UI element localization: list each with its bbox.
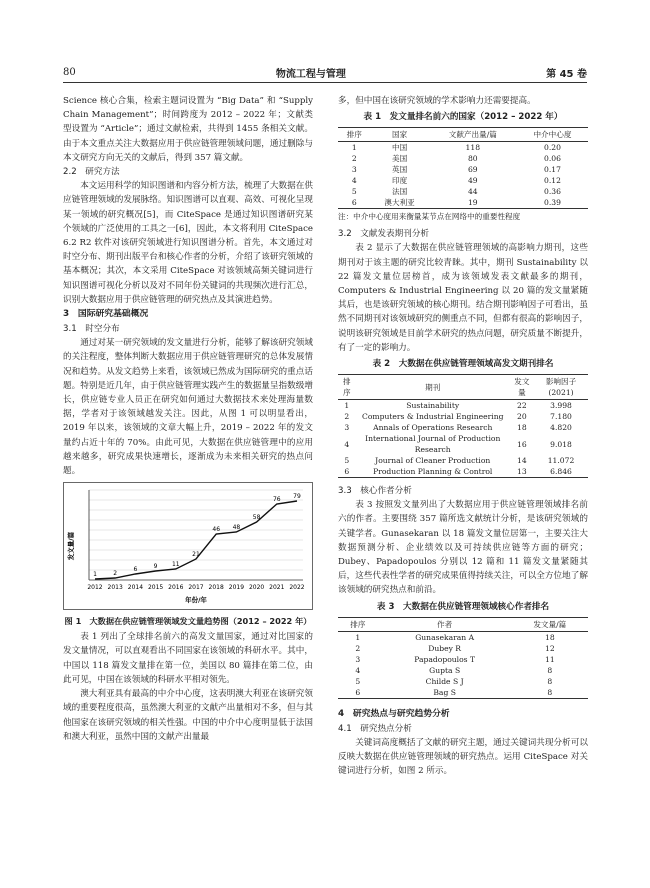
header-rule — [63, 82, 587, 83]
section-3-1-heading: 3.1 时空分布 — [63, 324, 120, 335]
table-header: 影响因子(2021) — [534, 375, 588, 400]
table-row — [338, 433, 588, 455]
volume-label: 第 45 卷 — [546, 68, 587, 80]
journal-title: 物流工程与管理 — [275, 68, 346, 80]
table-2 — [338, 374, 588, 478]
x-tick-label: 2021 — [269, 584, 285, 592]
table-row — [338, 197, 588, 209]
x-tick-label: 2014 — [127, 584, 144, 592]
table-cell: 0.36 — [544, 187, 561, 197]
table-header: 排序 — [338, 617, 378, 631]
table-row — [338, 643, 588, 654]
table-row — [338, 164, 588, 175]
table-row — [338, 466, 588, 478]
table-cell: 6.846 — [534, 466, 588, 478]
table-cell: 80 — [467, 154, 478, 164]
table-cell: 美国 — [391, 154, 408, 164]
table-row — [338, 422, 588, 433]
right-column — [338, 94, 588, 778]
table-cell: Gupta S — [429, 665, 461, 675]
journal-paragraph: 表 2 显示了大数据在供应链管理领域的高影响力期刊，这些期刊对于该主题的研究比较青睐。其中，期刊 Sustainability 以 22 篇发文量位居榜首，成为该领域发表文献最多的期刊，Computers & Industrial Engineering 以 20 篇的发文量紧随其后，也是该研究领域的核心期刊。结合期刊影响因子可看出，虽然不同期刊对该领域研究的侧重点不同，但都有很高的影响因子，说明该研究领域是目前学术研究的热点问题，研究质量不断提升，有了一定的影响力。 — [338, 243, 588, 353]
table-row — [338, 654, 588, 665]
table-cell: 1 — [351, 143, 357, 153]
table-cell: 11.072 — [547, 456, 575, 466]
table-cell: 0.20 — [544, 143, 561, 153]
table-cell: 0.39 — [517, 197, 588, 209]
line-chart-svg — [63, 482, 313, 610]
table-cell: 12 — [544, 643, 555, 653]
table-cell: 法国 — [391, 187, 408, 197]
time-paragraph: 通过对某一研究领域的发文量进行分析，能够了解该研究领域的关注程度，整体判断大数据应用于供应链管理研究的总体发展情况和趋势。从发文趋势上来看，该领域已然成为国际研究的重点话题。特别是近几年，由于供应链管理实践产生的数据量呈指数级增长，供应链专业人员正在研究如何通过大数据技术来处理海量数据，学者对于该领域越发关注。因此，从图 1 可以明显看出，2019 年以来，该领域的文章大幅上升，2019 – 2022 年的发文量约占近十年的 70%。由此可见，大数据在供应链管理中的应用越来越多，研究成果快速增长，逐渐成为未来相关研究的热点问题。 — [63, 338, 313, 477]
table-3-caption: 表 3 大数据在供应链管理领域核心作者排名 — [376, 601, 550, 612]
table-row — [338, 186, 588, 197]
continuation-paragraph: 多，但中国在该研究领域的学术影响力还需要提高。 — [338, 96, 536, 106]
table-cell: 118 — [465, 143, 481, 153]
table-row — [338, 687, 588, 699]
table-cell: 4 — [344, 439, 350, 449]
y-axis-label: 发文量/篇 — [67, 532, 75, 561]
table-row — [338, 665, 588, 676]
table-header: 期刊 — [356, 375, 510, 400]
table-3 — [338, 617, 588, 699]
table-2-caption: 表 2 大数据在供应链管理领域高发文期刊排名 — [372, 359, 554, 370]
table-cell: 2 — [351, 154, 357, 164]
table-cell: Production Planning & Control — [356, 466, 510, 478]
table-cell: 19 — [429, 197, 517, 209]
figure-1-caption: 图 1 大数据在供应链管理领域发文量趋势图（2012 – 2022 年） — [64, 616, 312, 627]
page-number: 80 — [63, 66, 76, 78]
table-1-caption: 表 1 发文量排名前六的国家（2012 – 2022 年） — [363, 112, 563, 123]
table-cell: 英国 — [391, 165, 408, 175]
table-cell: 澳大利亚 — [370, 197, 428, 209]
data-label: 1 — [93, 571, 97, 579]
left-column — [63, 94, 313, 744]
x-axis-label: 年份/年 — [185, 596, 207, 605]
figure-1-chart — [63, 482, 313, 610]
table-cell: Journal of Cleaner Production — [375, 456, 491, 466]
data-label: 9 — [153, 563, 158, 571]
table-cell: 3.998 — [550, 401, 572, 411]
table-cell: 44 — [467, 187, 478, 197]
table-row — [338, 455, 588, 466]
hotspot-paragraph: 关键词高度概括了文献的研究主题，通过关键词共现分析可以反映大数据在供应链管理领域的研究热点。运用 CiteSpace 对关键词进行分析，如图 2 所示。 — [338, 737, 588, 777]
table-cell: 2 — [344, 412, 350, 422]
table-cell: 14 — [517, 456, 527, 466]
table-header: 发文量 — [510, 375, 534, 400]
table-row — [338, 142, 588, 154]
table-cell: 5 — [351, 187, 357, 197]
table-cell: 22 — [517, 401, 527, 411]
data-label: 46 — [212, 526, 221, 534]
table-row — [338, 153, 588, 164]
section-3-heading: 3 国际研究基础概况 — [63, 309, 149, 320]
x-tick-label: 2019 — [228, 584, 245, 592]
data-label: 48 — [232, 524, 241, 532]
table-cell: 中国 — [391, 143, 408, 153]
page-header — [63, 64, 587, 80]
table-cell: 69 — [467, 165, 478, 175]
section-3-2-heading: 3.2 文献发表期刊分析 — [338, 229, 430, 240]
table-cell: 1 — [344, 401, 350, 411]
table-cell: 7.180 — [550, 412, 572, 422]
table-cell: 5 — [355, 676, 361, 686]
table-header: 文献产出量/篇 — [429, 128, 517, 142]
table-cell: 3 — [351, 165, 357, 175]
table-cell: Sustainability — [406, 401, 460, 411]
data-label: 11 — [171, 561, 180, 569]
table-cell: Childe S J — [425, 676, 464, 686]
section-2-2-heading: 2.2 研究方法 — [63, 167, 120, 178]
x-tick-label: 2018 — [208, 584, 224, 592]
section-3-3-heading: 3.3 核心作者分析 — [338, 486, 412, 497]
table-header: 作者 — [378, 617, 512, 631]
table-header: 排序 — [338, 375, 356, 400]
data-label: 21 — [192, 551, 200, 559]
table-cell: 6 — [338, 687, 378, 699]
table-header: 排序 — [338, 128, 370, 142]
table-cell: 0.06 — [544, 154, 561, 164]
table-row — [338, 400, 588, 412]
table-cell: 4 — [351, 176, 357, 186]
table-cell: 6 — [338, 197, 370, 209]
table-cell: Dubey R — [428, 643, 462, 653]
table-cell: 9.018 — [550, 439, 572, 449]
table-cell: 6 — [338, 466, 356, 478]
intro-paragraph: Science 核心合集，检索主题词设置为 “Big Data” 和 “Supply Chain Management”；时间跨度为 2012 – 2022 年；文献类型设置为 “Article”；通过文献检索，共得到 1455 条相关文献。由于本文重点关注大数据应用于供应链管理领域问题，通过删除与本文研究方向无关的文献后，得到 357 篇文献。 — [63, 96, 313, 163]
table-cell: Computers & Industrial Engineering — [362, 412, 504, 422]
table-cell: 18 — [544, 632, 555, 642]
x-tick-label: 2017 — [188, 584, 204, 592]
table-row — [338, 411, 588, 422]
table-cell: 1 — [355, 632, 361, 642]
x-tick-label: 2016 — [168, 584, 184, 592]
table-cell: 11 — [544, 654, 555, 664]
table-cell: 0.12 — [544, 176, 561, 186]
x-tick-label: 2012 — [87, 584, 103, 592]
table-cell: 印度 — [391, 176, 408, 186]
australia-paragraph: 澳大利亚具有最高的中介中心度，这表明澳大利亚在该研究领域的重要程度很高，虽然澳大利亚的文献产出量相对不多，但与其他国家在该研究领域的相关性强。中国的中介中心度明显低于法国和澳大利亚，虽然中国的文献产出量最 — [63, 689, 313, 742]
data-label: 76 — [272, 496, 281, 504]
table-1 — [338, 127, 588, 209]
table-header: 中介中心度 — [517, 128, 588, 142]
table-row — [338, 631, 588, 643]
data-label: 2 — [113, 570, 118, 578]
table-cell: Papadopoulos T — [414, 654, 476, 664]
data-label: 58 — [252, 514, 261, 522]
table-cell: 13 — [510, 466, 534, 478]
table-cell: 3 — [344, 423, 350, 433]
table-header: 国家 — [370, 128, 428, 142]
table-cell: 0.17 — [544, 165, 561, 175]
table-1-note: 注：中介中心度用来衡量某节点在网络中的重要性程度 — [338, 212, 521, 222]
data-label: 79 — [293, 493, 301, 501]
table-cell: 8 — [547, 665, 553, 675]
table-cell: 4 — [355, 665, 361, 675]
table-cell: 18 — [517, 423, 527, 433]
method-paragraph: 本文运用科学的知识图谱和内容分析方法，梳理了大数据在供应链管理领域的发展脉络。知识图谱可以直观、高效、可视化呈现某一领域的研究概况[5]，而 CiteSpace 是通过知识图谱研究某个领域的广泛使用的工具之一[6]，因此，本文将利用 CiteSpace 6.2 R2 软件对该研究领域进行知识图谱分析。首先，本文通过对时空分布、期刊出版平台和核心作者的分析，介绍了该研究领域的基本概况；其次，本文采用 CiteSpace 对该领域高频关键词进行知识图谱可视化分析以及对不同年份关键词的共现频次进行汇总，识别大数据应用于供应链管理的研究热点及其演进趋势。 — [63, 181, 313, 305]
table1-discussion: 表 1 列出了全球排名前六的高发文量国家，通过对比国家的发文量情况，可以直观看出不同国家在该领域的科研水平。其中，中国以 118 篇发文量排在第一位，美国以 80 篇排在第二位，由此可见，中国在该领域的科研水平相对领先。 — [63, 632, 313, 685]
table-cell: 16 — [517, 439, 527, 449]
table-cell: 8 — [512, 687, 588, 699]
table-cell: 8 — [547, 676, 553, 686]
table-cell: 5 — [344, 456, 350, 466]
section-4-1-heading: 4.1 研究热点分析 — [338, 723, 412, 734]
table-cell: Gunasekaran A — [415, 632, 475, 642]
x-tick-label: 2022 — [289, 584, 305, 592]
table-row — [338, 175, 588, 186]
table-cell: Annals of Operations Research — [373, 423, 493, 433]
data-label: 6 — [133, 566, 138, 574]
table-cell: 4.820 — [550, 423, 572, 433]
table-cell: Bag S — [378, 687, 512, 699]
table-cell: 2 — [355, 643, 361, 653]
table-cell: 49 — [467, 176, 478, 186]
author-paragraph: 表 3 按照发文量列出了大数据应用于供应链管理领域排名前六的作者。主要围绕 357 篇所选文献统计分析，是该研究领域的关键学者。Gunasekaran 以 18 篇发文量位居第一，主要关注大数据预测分析、企业绩效以及可持续供应链等方面的研究；Dubey、Papadopoulos 分别以 12 篇和 11 篇发文量紧随其后，这些代表性学者的研究成果值得持续关注，可以全方位地了解该领域的研究热点和前沿。 — [338, 500, 588, 596]
table-cell: 3 — [355, 654, 361, 664]
table-cell: International Journal of Production Research — [365, 434, 501, 455]
section-4-heading: 4 研究热点与研究趋势分析 — [338, 708, 450, 719]
x-tick-label: 2013 — [107, 584, 123, 592]
table-row — [338, 676, 588, 687]
table-header: 发文量/篇 — [512, 617, 588, 631]
x-tick-label: 2020 — [248, 584, 265, 592]
x-tick-label: 2015 — [147, 584, 164, 592]
table-cell: 20 — [517, 412, 527, 422]
